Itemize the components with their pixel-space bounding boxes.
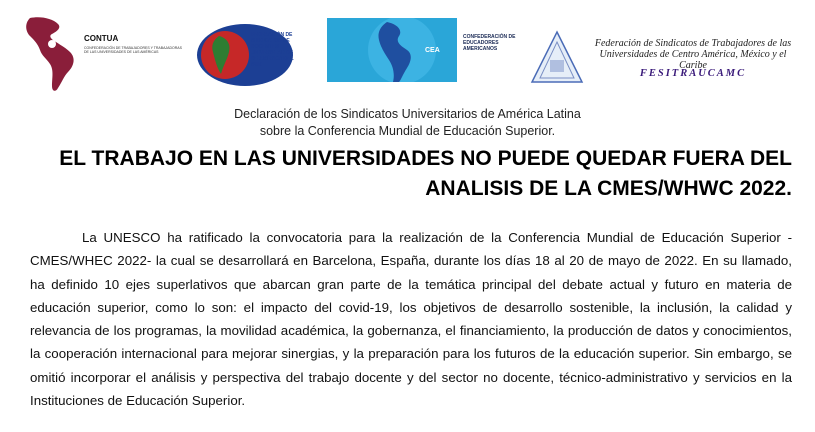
declaration-line-1: Declaración de los Sindicatos Universitarios de América Latina bbox=[234, 107, 581, 121]
title-line-2: ANALISIS DE LA CMES/WHWC 2022. bbox=[425, 177, 792, 200]
logo-bar bbox=[0, 0, 815, 100]
title-line-1: EL TRABAJO EN LAS UNIVERSIDADES NO PUEDE QUEDAR FUERA DEL bbox=[59, 147, 792, 170]
declaration-line-2: sobre la Conferencia Mundial de Educación Superior. bbox=[259, 124, 556, 138]
declaration-heading bbox=[0, 106, 815, 140]
fedun-text: FEDERACIÓN DE SINDICATOS DE DOCENTES UNIVERSITARIOS DE AMÉRICA DEL SUR bbox=[251, 32, 294, 68]
americas-map-icon bbox=[22, 14, 82, 94]
triangle-emblem-icon bbox=[530, 30, 584, 84]
contua-subtitle: CONFEDERACIÓN DE TRABAJADORES Y TRABAJADORAS DE LAS UNIVERSIDADES DE LAS AMÉRICAS bbox=[84, 46, 182, 54]
page-title bbox=[30, 144, 792, 204]
fesitraucamc-logo bbox=[530, 30, 800, 90]
cea-logo bbox=[327, 18, 517, 82]
cea-label: CEA bbox=[425, 47, 440, 54]
contua-name: CONTUA bbox=[84, 34, 119, 43]
fesitraucamc-text: Federación de Sindicatos de Trabajadores de las Universidades de Centro América, México y el Caribe bbox=[594, 38, 792, 71]
contua-logo bbox=[22, 14, 182, 94]
body-paragraph: La UNESCO ha ratificado la convocatoria para la realización de la Conferencia Mundial de Educación Superior -CMES/WHEC 2022- la cual se desarrollará en Barcelona, España, durante los días 18 al 20 de mayo de 2022. En su llamado, ha definido 10 ejes superlativos que abarcan gran parte de la temática principal del debate actual y futuro en materia de educación superior, como lo son: el impacto del covid-19, los objetivos de desarrollo sostenible, la inclusión, la calidad y relevancia de los programas, la movilidad académica, la gobernanza, el financiamiento, la producción de datos y conocimientos, la cooperación internacional para mejorar sinergias, y la preparación para los futuros de la educación superior. Sin embargo, se omitió incorporar el análisis y perspectiva del trabajo docente y del sector no docente, técnico-administrativo y servicios en la Instituciones de Educación Superior. bbox=[30, 230, 792, 409]
fesitraucamc-acronym: FESITRAUCAMC bbox=[639, 68, 747, 79]
cea-confederation: CONFEDERACIÓN DE EDUCADORES AMERICANOS bbox=[463, 34, 516, 52]
fedun-logo bbox=[195, 22, 295, 88]
cea-emblem bbox=[327, 18, 457, 82]
